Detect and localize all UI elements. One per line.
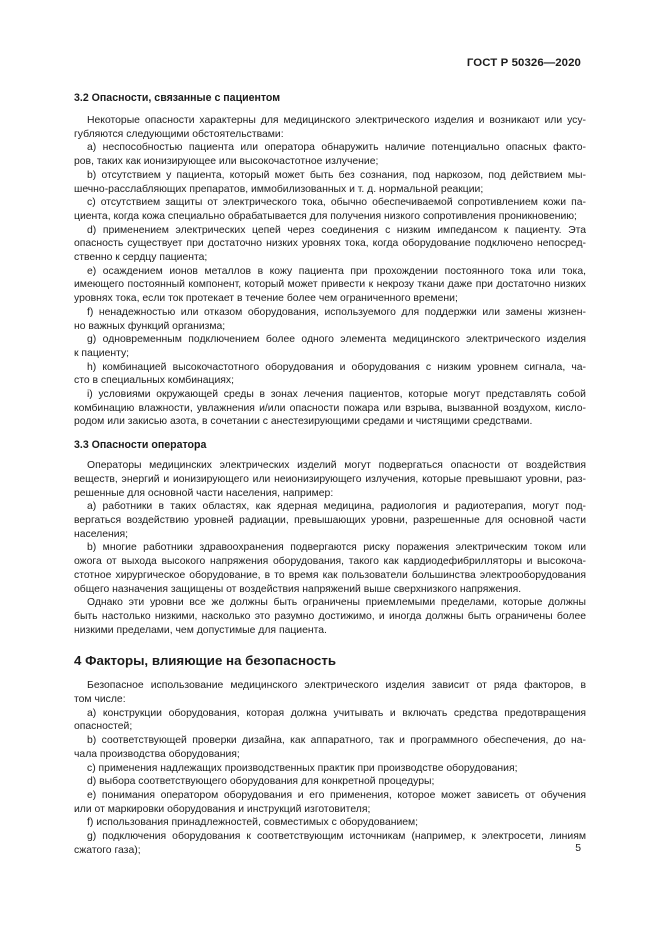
text-line: Некоторые опасности характерны для медицинского электрического изделия и возникают или усу-	[87, 115, 586, 126]
paragraph	[74, 333, 586, 360]
section-3-3-body	[74, 459, 586, 637]
text-line: g) подключения оборудования к соответствующим источникам (например, к электросети, линиям	[87, 831, 586, 843]
text-line: решенные для основной части населения, например:	[74, 487, 334, 499]
text-line: а) работники в таких областях, как ядерная медицина, радиология и радиотерапия, могут под-	[87, 501, 586, 513]
text-line: Операторы медицинских электрических изделий могут подвергаться опасности от воздействия	[87, 460, 586, 472]
paragraph	[74, 775, 586, 789]
text-line: h) комбинацией высокочастотного оборудования и оборудования с низким уровнем сигнала, ча-	[87, 361, 586, 373]
text-line: с) применения надлежащих производственных практик при производстве оборудования;	[87, 762, 518, 774]
paragraph	[74, 762, 586, 776]
text-line: b) отсутствием у пациента, который может быть без сознания, под наркозом, под действием мы-	[87, 169, 586, 181]
paragraph	[74, 816, 586, 830]
text-line: чала производства оборудования;	[74, 748, 240, 760]
paragraph	[74, 541, 586, 596]
paragraph	[74, 707, 586, 734]
text-line: е) осаждением ионов металлов в кожу пациента при прохождении постоянного тока или тока,	[87, 265, 586, 277]
text-line: комбинацию влажности, увлажнения и/или опасности пожара или взрыва, вызванной воздухом, кисло-	[74, 402, 586, 414]
text-line: с) отсутствием защиты от электрического тока, обычно обеспечиваемой сопротивлением кожи па-	[87, 197, 586, 209]
text-line: е) понимания оператором оборудования и его применения, которое может зависеть от обучения	[87, 789, 586, 801]
paragraph	[74, 169, 586, 196]
paragraph	[74, 196, 586, 223]
text-line: вергаться воздействию уровней радиации, превышающих уровни, разрешенные для основной части	[74, 514, 586, 526]
text-line: быть настолько низкими, насколько это разумно достижимо, и иногда должны быть ограничены более	[74, 610, 586, 622]
text-line: сто в специальных комбинациях;	[74, 375, 235, 387]
paragraph	[74, 500, 586, 541]
text-line: f) ненадежностью или отказом оборудования, используемого для поддержки или замены жизнен-	[87, 306, 586, 318]
text-line: опасностей;	[74, 721, 133, 733]
text-line: ственно к сердцу пациента;	[74, 252, 208, 264]
text-line: низкими пределами, чем допустимые для пациента.	[74, 624, 327, 636]
text-line: g) одновременным подключением более одного элемента медицинского электрического изделия	[87, 334, 586, 346]
paragraph	[74, 830, 586, 857]
paragraph	[74, 306, 586, 333]
text-line: b) многие работники здравоохранения подвергаются риску поражения электрическим током или	[87, 542, 586, 554]
text-line: губляются следующими обстоятельствами:	[74, 128, 284, 140]
text-line: уровнях тока, если ток протекает в течение более чем ограниченного времени;	[74, 293, 458, 305]
paragraph	[74, 114, 586, 141]
text-line: к пациенту;	[74, 347, 130, 359]
text-line: а) конструкции оборудования, которая должна учитывать и включать средства предотвращения	[87, 707, 586, 719]
paragraph	[74, 679, 586, 706]
text-line: имеющего постоянный компонент, который может привести к некрозу ткани даже при достаточно низких	[74, 279, 586, 291]
paragraph	[74, 224, 586, 265]
text-line: опасность существует при достаточно низких уровнях тока, когда оборудование подключено непосред-	[74, 238, 586, 250]
text-line: ров, таких как ионизирующее или высокочастотное излучение;	[74, 156, 379, 168]
text-line: том числе:	[74, 694, 126, 706]
paragraph	[74, 789, 586, 816]
paragraph	[74, 459, 586, 500]
paragraph	[74, 361, 586, 388]
text-line: стотное хирургическое оборудование, в то время как пользователи большинства электрооборудования	[74, 569, 586, 581]
document-body	[74, 91, 586, 857]
text-line: сжатого газа);	[74, 844, 141, 856]
text-line: d) выбора соответствующего оборудования для конкретной процедуры;	[87, 776, 435, 788]
section-4-heading: 4 Факторы, влияющие на безопасность	[74, 653, 337, 669]
text-line: f) использования принадлежностей, совместимых с оборудованием;	[87, 817, 419, 829]
text-line: а) неспособностью пациента или оператора обнаружить наличие потенциально опасных факто-	[87, 142, 586, 154]
paragraph	[74, 388, 586, 429]
standard-designation: ГОСТ Р 50326—2020	[466, 57, 581, 69]
text-line: шечно-расслабляющих препаратов, иммобилизованных и т. д. нормальной реакции;	[74, 183, 484, 195]
text-line: Безопасное использование медицинского электрического изделия зависит от ряда факторов, в	[87, 680, 586, 692]
text-line: циента, когда кожа специально обрабатывается для получения низкого сопротивления проникновению;	[74, 210, 577, 222]
paragraph	[74, 734, 586, 761]
section-3-2-heading: 3.2 Опасности, связанные с пациентом	[74, 92, 281, 104]
text-line: но важных функций организма;	[74, 320, 226, 332]
section-4-body	[74, 679, 586, 857]
text-line: населения;	[74, 528, 129, 540]
text-line: ожога от выхода высокого напряжения оборудования, такого как кардиодефибрилляторы и высокоча-	[74, 556, 586, 568]
page-number: 5	[575, 843, 581, 854]
text-line: d) применением электрических цепей через соединения с низким импедансом к пациенту. Эта	[87, 224, 586, 236]
text-line: родом или закисью азота, в сочетании с анестезирующими средами и чистящими средствами.	[74, 416, 533, 428]
paragraph	[74, 141, 586, 168]
text-line: i) условиями окружающей среды в зонах лечения пациентов, которые могут представлять собой	[87, 389, 586, 401]
text-line: Однако эти уровни все же должны быть ограничены приемлемыми пределами, которые должны	[87, 597, 586, 609]
text-line: веществ, энергий и ионизирующего или неионизирующего излучения, которые превышают уровни, раз-	[74, 473, 586, 485]
text-line: или от маркировки оборудования и инструкций изготовителя;	[74, 803, 371, 815]
section-3-3-heading: 3.3 Опасности оператора	[74, 439, 207, 452]
paragraph	[74, 265, 586, 306]
text-line: общего назначения защищены от воздействия напряжений выше сверхнизкого напряжения.	[74, 583, 522, 595]
text-line: b) соответствующей проверки дизайна, как аппаратного, так и программного обеспечения, до на-	[87, 735, 586, 747]
section-3-2-body	[74, 114, 586, 429]
paragraph	[74, 596, 586, 637]
